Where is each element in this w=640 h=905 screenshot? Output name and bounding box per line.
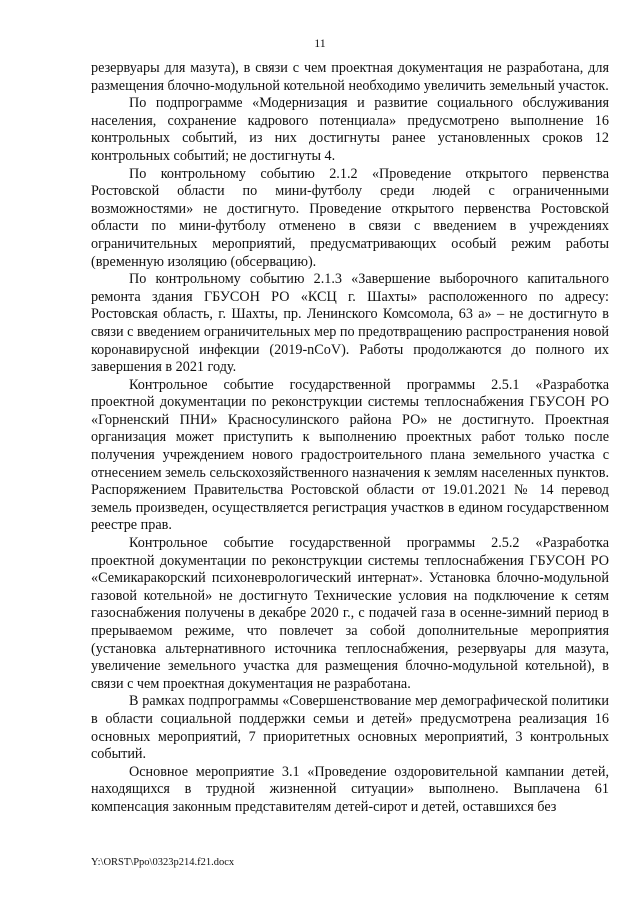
paragraph-measure-3-1: Основное мероприятие 3.1 «Проведение оздоровительной кампании детей, находящихся в трудной жизненной ситуации» выполнено. Выплачена 61 компенсация законным представителям детей-сирот и детей, оставшихся без	[91, 763, 609, 815]
paragraph-event-2-5-2: Контрольное событие государственной программы 2.5.2 «Разработка проектной документации по реконструкции системы теплоснабжения ГБУСОН РО «Семикаракорский психоневрологический интернат». Установка блочно-модульной газовой котельной» не достигнуто Технические условия на подключение к сетям газоснабжения получены в декабре 2020 г., с подачей газа в осенне-зимний период в прерываемом режиме, что повлечет за собой дополнительные мероприятия (установка альтернативного источника теплоснабжения, резервуары для мазута, увеличение земельного участка для размещения блочно-модульной котельной), в связи с чем проектная документация не разработана.	[91, 535, 609, 692]
document-body	[91, 60, 609, 817]
paragraph-event-2-1-2: По контрольному событию 2.1.2 «Проведение открытого первенства Ростовской области по мини-футболу среди людей с ограниченными возможностями» не достигнуто. Проведение открытого первенства Ростовской области по мини-футболу отменено в связи с введением в учреждениях ограничительных мероприятий, предусматривающих особый режим работы (временную изоляцию (обсервацию).	[91, 165, 609, 270]
paragraph-continuation: резервуары для мазута), в связи с чем проектная документация не разработана, для размещения блочно-модульной котельной необходимо увеличить земельный участок.	[91, 60, 609, 94]
paragraph-event-2-1-3: По контрольному событию 2.1.3 «Завершение выборочного капитального ремонта здания ГБУСОН РО «КСЦ г. Шахты» расположенного по адресу: Ростовская область, г. Шахты, пр. Ленинского Комсомола, 63 а» – не достигнуто в связи с введением ограничительных мер по предотвращению распространения новой коронавирусной инфекции (2019-nCoV). Работы продолжаются до полного их завершения в 2021 году.	[91, 271, 609, 376]
footer-file-path: Y:\ORST\Ppo\0323p214.f21.docx	[91, 857, 235, 868]
page-number: 11	[314, 36, 326, 50]
paragraph-subprogram-modernization: По подпрограмме «Модернизация и развитие социального обслуживания населения, сохранение кадрового потенциала» предусмотрено выполнение 16 контрольных событий, из них достигнуты ранее установленных сроков 12 контрольных событий; не достигнуты 4.	[91, 95, 609, 164]
paragraph-subprogram-demography: В рамках подпрограммы «Совершенствование мер демографической политики в области социальной поддержки семьи и детей» предусмотрена реализация 16 основных мероприятий, 7 приоритетных основных мероприятий, 3 контрольных событий.	[91, 693, 609, 763]
paragraph-event-2-5-1: Контрольное событие государственной программы 2.5.1 «Разработка проектной документации по реконструкции системы теплоснабжения ГБУСОН РО «Горненский ПНИ» Красносулинского района РО» не достигнуто. Проектная организация может приступить к выполнению проектных работ только после получения учреждением нового градостроительного плана земельного участка с отнесением земель сельскохозяйственного назначения к землям населенных пунктов. Распоряжением Правительства Ростовской области от 19.01.2021 № 14 перевод земель произведен, осуществляется регистрация участков в едином государственном реестре прав.	[91, 376, 609, 534]
